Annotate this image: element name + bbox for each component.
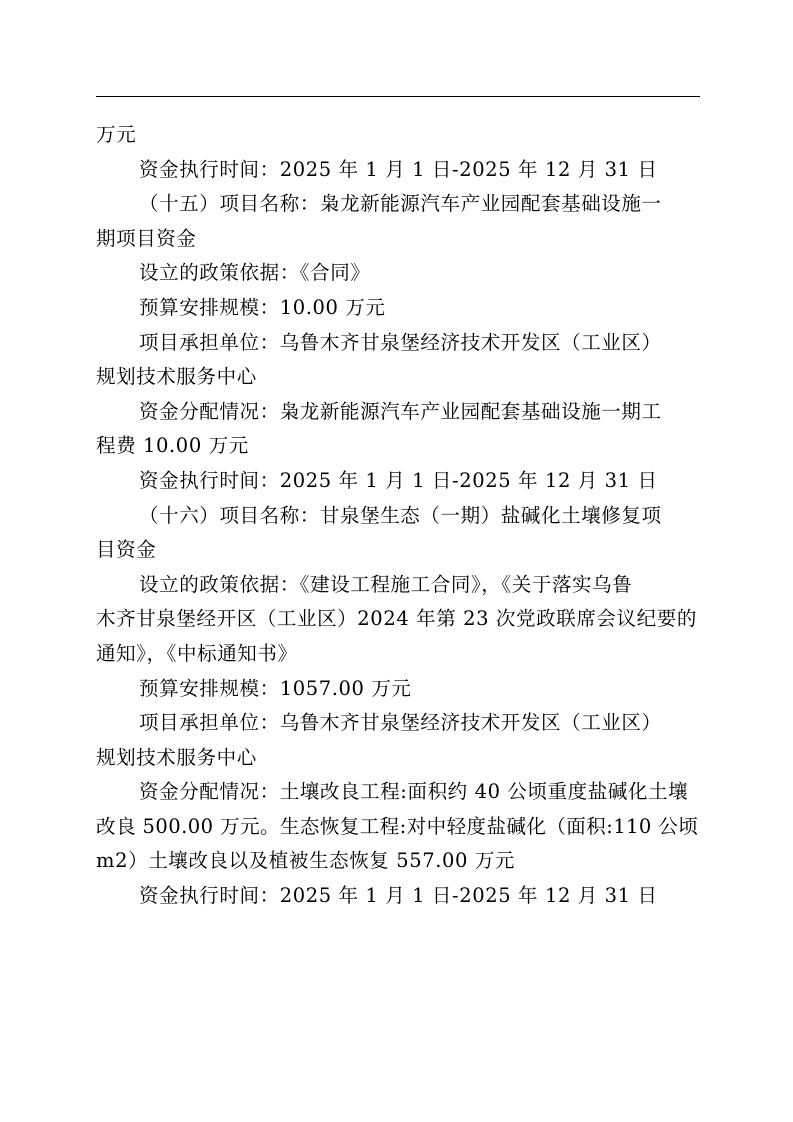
text-line: 通知》，《中标通知书》 (96, 641, 298, 665)
text-line: 规划技术服务中心 (96, 365, 257, 389)
text-line: 期项目资金 (96, 226, 197, 250)
text-line: 项目承担单位：乌鲁木齐甘泉堡经济技术开发区（工业区） (139, 330, 662, 354)
text-line: 预算安排规模：1057.00 万元 (139, 676, 412, 700)
text-line: 项目承担单位：乌鲁木齐甘泉堡经济技术开发区（工业区） (139, 711, 662, 735)
text-line: 改良 500.00 万元。生态恢复工程:对中轻度盐碱化（面积:110 公顷 (96, 814, 699, 838)
text-line: 程费 10.00 万元 (96, 434, 249, 458)
text-line: 木齐甘泉堡经开区（工业区）2024 年第 23 次党政联席会议纪要的 (96, 607, 697, 631)
text-line: 资金分配情况：土壤改良工程:面积约 40 公顷重度盐碱化土壤 (139, 780, 689, 804)
text-line: m2）土壤改良以及植被生态恢复 557.00 万元 (96, 849, 516, 873)
text-line: 资金执行时间：2025 年 1 月 1 日-2025 年 12 月 31 日 (139, 157, 658, 181)
document-body (96, 118, 700, 914)
text-line: 设立的政策依据：《合同》 (139, 261, 371, 285)
text-line: 万元 (96, 123, 137, 146)
header-rule (96, 96, 700, 97)
text-line: （十五）项目名称：枭龙新能源汽车产业园配套基础设施一 (139, 192, 662, 216)
text-line: （十六）项目名称：甘泉堡生态（一期）盐碱化土壤修复项 (139, 503, 662, 527)
text-line: 目资金 (96, 538, 157, 562)
text-line: 资金执行时间：2025 年 1 月 1 日-2025 年 12 月 31 日 (139, 468, 658, 492)
text-line: 规划技术服务中心 (96, 745, 257, 769)
text-line: 资金执行时间：2025 年 1 月 1 日-2025 年 12 月 31 日 (139, 884, 658, 908)
text-line: 预算安排规模：10.00 万元 (139, 295, 386, 319)
text-line: 资金分配情况：枭龙新能源汽车产业园配套基础设施一期工 (139, 399, 662, 423)
text-line: 设立的政策依据：《建设工程施工合同》，《关于落实乌鲁 (139, 572, 633, 596)
